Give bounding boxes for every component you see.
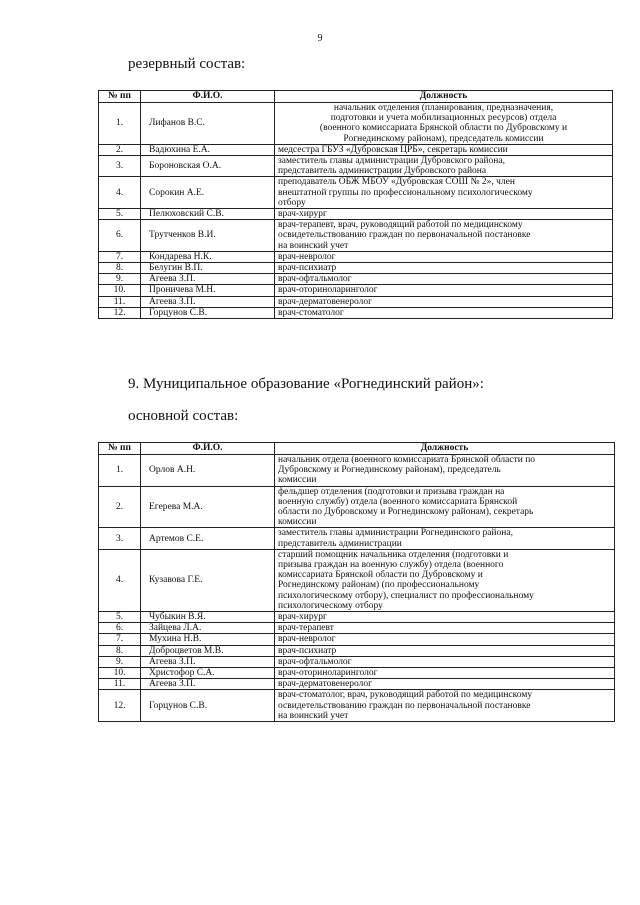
person-name: Доброцветов М.В. xyxy=(141,645,275,656)
position-line: Дубровскому и Рогнединскому районам), председатель xyxy=(278,465,501,476)
main-heading: основной состав: xyxy=(128,408,239,424)
row-number: 7. xyxy=(99,251,141,262)
person-name: Зайцева Л.А. xyxy=(141,623,275,634)
position-line: (военного комиссариата Брянской области по Дубровскому и xyxy=(319,123,568,134)
row-number: 10. xyxy=(99,668,141,679)
position-line: врач-психиатр xyxy=(278,645,337,656)
person-name: Христофор С.А. xyxy=(141,668,275,679)
person-name: Горцунов С.В. xyxy=(141,690,275,722)
position-line: психологическому отбору xyxy=(278,600,383,611)
position-line: комиссариата Брянской области по Дубровскому и xyxy=(278,570,483,581)
person-name: Чубыкин В.Я. xyxy=(141,612,275,623)
person-name: Мухина Н.В. xyxy=(141,634,275,645)
row-number: 8. xyxy=(99,645,141,656)
position-line: преподаватель ОБЖ МБОУ «Дубровская СОШ № 2», член xyxy=(278,177,515,188)
row-number: 2. xyxy=(99,486,141,528)
person-name: Белугин В.П. xyxy=(141,263,275,274)
table-row xyxy=(99,623,615,634)
position-line: отбору xyxy=(278,197,306,208)
position-line: врач-психиатр xyxy=(278,263,337,274)
table-row xyxy=(99,307,613,318)
municipal-heading: 9. Муниципальное образование «Рогнединский район»: xyxy=(128,376,484,392)
position-line: врач-терапевт xyxy=(278,623,334,634)
position-line: врач-стоматолог xyxy=(278,307,344,318)
row-number: 4. xyxy=(99,177,141,209)
person-name: Вадюхина Е.А. xyxy=(141,144,275,155)
position-cell xyxy=(275,634,615,645)
position-line: освидетельствованию граждан по первоначальной постановке xyxy=(278,700,531,711)
row-number: 7. xyxy=(99,634,141,645)
position-line: Рогнединскому районам) (по профессиональному xyxy=(278,580,480,591)
row-number: 10. xyxy=(99,285,141,296)
person-name: Пелюховский С.В. xyxy=(141,209,275,220)
position-cell xyxy=(275,668,615,679)
position-line: освидетельствованию граждан по первоначальной постановке xyxy=(278,230,531,241)
person-name: Проничева М.Н. xyxy=(141,285,275,296)
table-row xyxy=(99,251,613,262)
column-header-num: № пп xyxy=(99,91,141,103)
position-line: врач-офтальмолог xyxy=(278,274,352,285)
person-name: Кондарева Н.К. xyxy=(141,251,275,262)
person-name: Агеева З.П. xyxy=(141,274,275,285)
person-name: Артемов С.Е. xyxy=(141,528,275,549)
position-line: старший помощник начальника отделения (подготовки и xyxy=(278,549,509,560)
position-line: военную службу) отдела (военного комиссариата Брянской xyxy=(278,496,518,507)
row-number: 11. xyxy=(99,679,141,690)
position-line: врач-терапевт, врач, руководящий работой по медицинскому xyxy=(278,220,523,231)
table-row xyxy=(99,285,613,296)
position-line: комиссии xyxy=(278,475,317,486)
table-row xyxy=(99,634,615,645)
position-cell xyxy=(275,285,613,296)
row-number: 3. xyxy=(99,156,141,177)
position-line: призыва граждан на военную службу) отдела (военного xyxy=(278,560,504,571)
position-line: врач-дерматовенеролог xyxy=(278,296,373,307)
position-line: на воинский учет xyxy=(278,240,349,251)
page-number: 9 xyxy=(317,33,323,44)
row-number: 1. xyxy=(99,455,141,487)
table-row xyxy=(99,156,613,177)
main-table xyxy=(98,442,615,722)
position-line: врач-оториноларинголог xyxy=(278,285,378,296)
main-table-body xyxy=(99,455,615,722)
reserve-table xyxy=(98,90,613,319)
position-line: врач-офтальмолог xyxy=(278,656,352,667)
row-number: 6. xyxy=(99,220,141,252)
person-name: Агеева З.П. xyxy=(141,656,275,667)
reserve-table-body xyxy=(99,103,613,319)
row-number: 3. xyxy=(99,528,141,549)
position-cell xyxy=(275,144,613,155)
table-row xyxy=(99,177,613,209)
position-cell xyxy=(275,103,613,145)
table-row xyxy=(99,690,615,722)
person-name: Кузавова Г.Е. xyxy=(141,549,275,611)
table-row xyxy=(99,679,615,690)
position-line: внештатной группы по профессиональному психологическому xyxy=(278,187,533,198)
table-row xyxy=(99,549,615,611)
column-header-fio: Ф.И.О. xyxy=(141,91,275,103)
person-name: Сорокин А.Е. xyxy=(141,177,275,209)
position-cell xyxy=(275,612,615,623)
position-line: медсестра ГБУЗ «Дубровская ЦРБ», секретарь комиссии xyxy=(278,144,508,155)
position-cell xyxy=(275,656,615,667)
row-number: 4. xyxy=(99,549,141,611)
person-name: Егерева М.А. xyxy=(141,486,275,528)
position-cell xyxy=(275,263,613,274)
row-number: 5. xyxy=(99,209,141,220)
column-header-position: Должность xyxy=(275,91,613,103)
column-header-position: Должность xyxy=(275,443,615,455)
table-row xyxy=(99,486,615,528)
row-number: 12. xyxy=(99,690,141,722)
person-name: Орлов А.Н. xyxy=(141,455,275,487)
row-number: 5. xyxy=(99,612,141,623)
position-line: врач-невролог xyxy=(278,251,336,262)
row-number: 11. xyxy=(99,296,141,307)
position-line: врач-хирург xyxy=(278,209,327,220)
position-line: Рогнединскому районам), председатель комиссии xyxy=(343,133,544,144)
table-row xyxy=(99,274,613,285)
table-row xyxy=(99,103,613,145)
position-line: врач-дерматовенеролог xyxy=(278,679,373,690)
position-cell xyxy=(275,274,613,285)
table-row xyxy=(99,528,615,549)
position-cell xyxy=(275,623,615,634)
table-row xyxy=(99,296,613,307)
position-cell xyxy=(275,209,613,220)
position-cell xyxy=(275,251,613,262)
position-cell xyxy=(275,307,613,318)
table-row xyxy=(99,645,615,656)
position-line: комиссии xyxy=(278,517,317,528)
table-row xyxy=(99,668,615,679)
table-row xyxy=(99,263,613,274)
table-row xyxy=(99,656,615,667)
row-number: 2. xyxy=(99,144,141,155)
row-number: 1. xyxy=(99,103,141,145)
position-cell xyxy=(275,486,615,528)
column-header-fio: Ф.И.О. xyxy=(141,443,275,455)
position-cell xyxy=(275,528,615,549)
position-cell xyxy=(275,296,613,307)
position-line: представитель администрации xyxy=(278,538,402,549)
position-cell xyxy=(275,679,615,690)
position-cell xyxy=(275,549,615,611)
position-line: заместитель главы администрации Рогнединского района, xyxy=(278,528,513,539)
reserve-heading: резервный состав: xyxy=(128,56,246,72)
person-name: Агеева З.П. xyxy=(141,679,275,690)
person-name: Горцунов С.В. xyxy=(141,307,275,318)
position-line: представитель администрации Дубровского района xyxy=(278,166,487,177)
position-line: заместитель главы администрации Дубровского района, xyxy=(278,156,505,167)
position-cell xyxy=(275,177,613,209)
position-line: на воинский учет xyxy=(278,710,349,721)
position-line: области по Дубровскому и Рогнединскому районам), секретарь xyxy=(278,507,534,518)
position-line: врач-невролог xyxy=(278,634,336,645)
position-line: фельдшер отделения (подготовки и призыва граждан на xyxy=(278,486,505,497)
table-row xyxy=(99,144,613,155)
position-cell xyxy=(275,156,613,177)
row-number: 12. xyxy=(99,307,141,318)
person-name: Лифанов В.С. xyxy=(141,103,275,145)
position-line: врач-стоматолог, врач, руководящий работой по медицинскому xyxy=(278,690,533,701)
position-cell xyxy=(275,220,613,252)
position-line: начальник отдела (военного комиссариата Брянской области по xyxy=(278,455,536,465)
table-row xyxy=(99,455,615,487)
table-row xyxy=(99,220,613,252)
table-header-row xyxy=(99,443,615,455)
person-name: Агеева З.П. xyxy=(141,296,275,307)
position-cell xyxy=(275,645,615,656)
position-cell xyxy=(275,455,615,487)
table-header-row xyxy=(99,91,613,103)
row-number: 6. xyxy=(99,623,141,634)
position-line: подготовки и учета мобилизационных ресурсов) отдела xyxy=(330,113,557,124)
position-line: врач-оториноларинголог xyxy=(278,668,378,679)
person-name: Трутченков В.И. xyxy=(141,220,275,252)
table-row xyxy=(99,612,615,623)
row-number: 9. xyxy=(99,656,141,667)
row-number: 8. xyxy=(99,263,141,274)
position-cell xyxy=(275,690,615,722)
row-number: 9. xyxy=(99,274,141,285)
position-line: психологическому отбору), специалист по профессиональному xyxy=(278,590,534,601)
person-name: Бороновская О.А. xyxy=(141,156,275,177)
column-header-num: № пп xyxy=(99,443,141,455)
position-line: начальник отделения (планирования, предназначения, xyxy=(333,103,554,113)
table-row xyxy=(99,209,613,220)
position-line: врач-хирург xyxy=(278,612,327,623)
